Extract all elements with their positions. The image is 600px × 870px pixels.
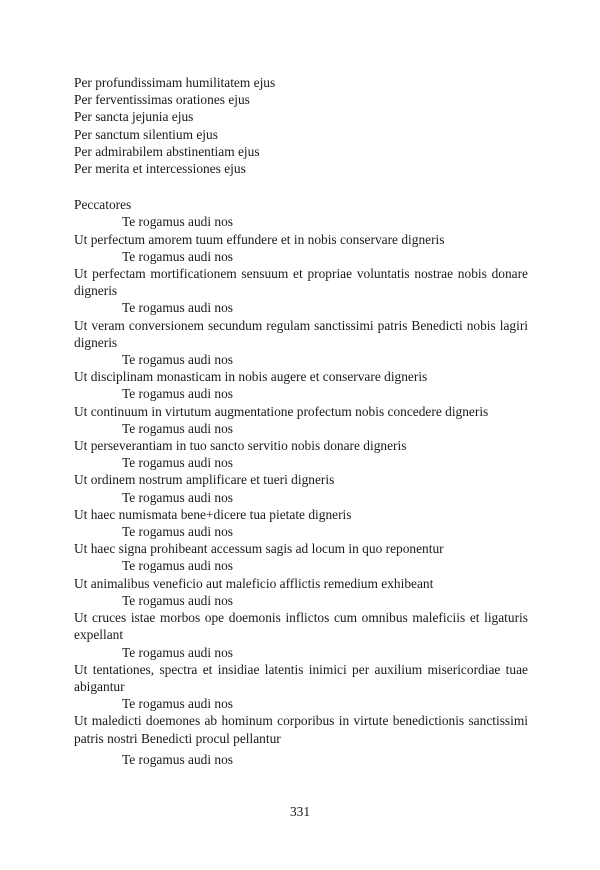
response-line: Te rogamus audi nos (122, 489, 234, 505)
petition-line: Ut animalibus veneficio aut maleficio afflictis remedium exhibeant (74, 575, 434, 591)
invocation-line: Per profundissimam humilitatem ejus (74, 75, 276, 90)
response-line: Te rogamus audi nos (122, 524, 234, 540)
petition-line: Ut disciplinam monasticam in nobis augere et conservare digneris (74, 369, 428, 385)
litany-text (74, 74, 528, 768)
response-line: Te rogamus audi nos (122, 386, 234, 402)
petition-line: Ut ordinem nostrum amplificare et tueri digneris (74, 472, 335, 488)
invocation-line: Per merita et intercessiones ejus (74, 161, 246, 177)
response-line: Te rogamus audi nos (122, 300, 234, 316)
invocation-line: Per sanctum silentium ejus (74, 126, 218, 142)
response-line: Te rogamus audi nos (122, 644, 234, 660)
peccatores-heading: Peccatores (74, 197, 132, 213)
petition-line: Ut perfectam mortificationem sensuum et propriae voluntatis nostrae nobis donare digneris (74, 266, 528, 299)
response-line: Te rogamus audi nos (122, 696, 234, 712)
response-line: Te rogamus audi nos (122, 558, 234, 574)
petition-line: Ut veram conversionem secundum regulam sanctissimi patris Benedicti nobis lagiri digneris (74, 317, 528, 350)
petition-line: Ut maledicti doemones ab hominum corporibus in virtute benedictionis sanctissimi patris nostri Benedicti procul pellantur (74, 713, 528, 746)
petition-line: Ut continuum in virtutum augmentatione profectum nobis concedere digneris (74, 403, 489, 419)
invocation-line: Per sancta jejunia ejus (74, 109, 194, 125)
response-line: Te rogamus audi nos (122, 751, 234, 767)
response-line: Te rogamus audi nos (122, 352, 234, 368)
section-spacer (74, 177, 528, 196)
invocation-line: Per ferventissimas orationes ejus (74, 92, 250, 108)
response-line: Te rogamus audi nos (122, 455, 234, 471)
page-number: 331 (289, 804, 311, 819)
response-line: Te rogamus audi nos (122, 214, 234, 230)
petition-line: Ut cruces istae morbos ope doemonis inflictos cum omnibus maleficiis et ligaturis expellant (74, 610, 528, 643)
petition-line: Ut perfectum amorem tuum effundere et in nobis conservare digneris (74, 231, 445, 247)
response-line: Te rogamus audi nos (122, 420, 234, 436)
petition-line: Ut haec numismata bene+dicere tua pietate digneris (74, 506, 352, 522)
response-line: Te rogamus audi nos (122, 592, 234, 608)
response-line: Te rogamus audi nos (122, 248, 234, 264)
petition-line: Ut haec signa prohibeant accessum sagis ad locum in quo reponentur (74, 541, 444, 557)
petition-line: Ut tentationes, spectra et insidiae latentis inimici per auxilium misericordiae tuae abigantur (74, 661, 528, 694)
invocation-line: Per admirabilem abstinentiam ejus (74, 143, 260, 159)
petition-line: Ut perseverantiam in tuo sancto servitio nobis donare digneris (74, 438, 407, 454)
